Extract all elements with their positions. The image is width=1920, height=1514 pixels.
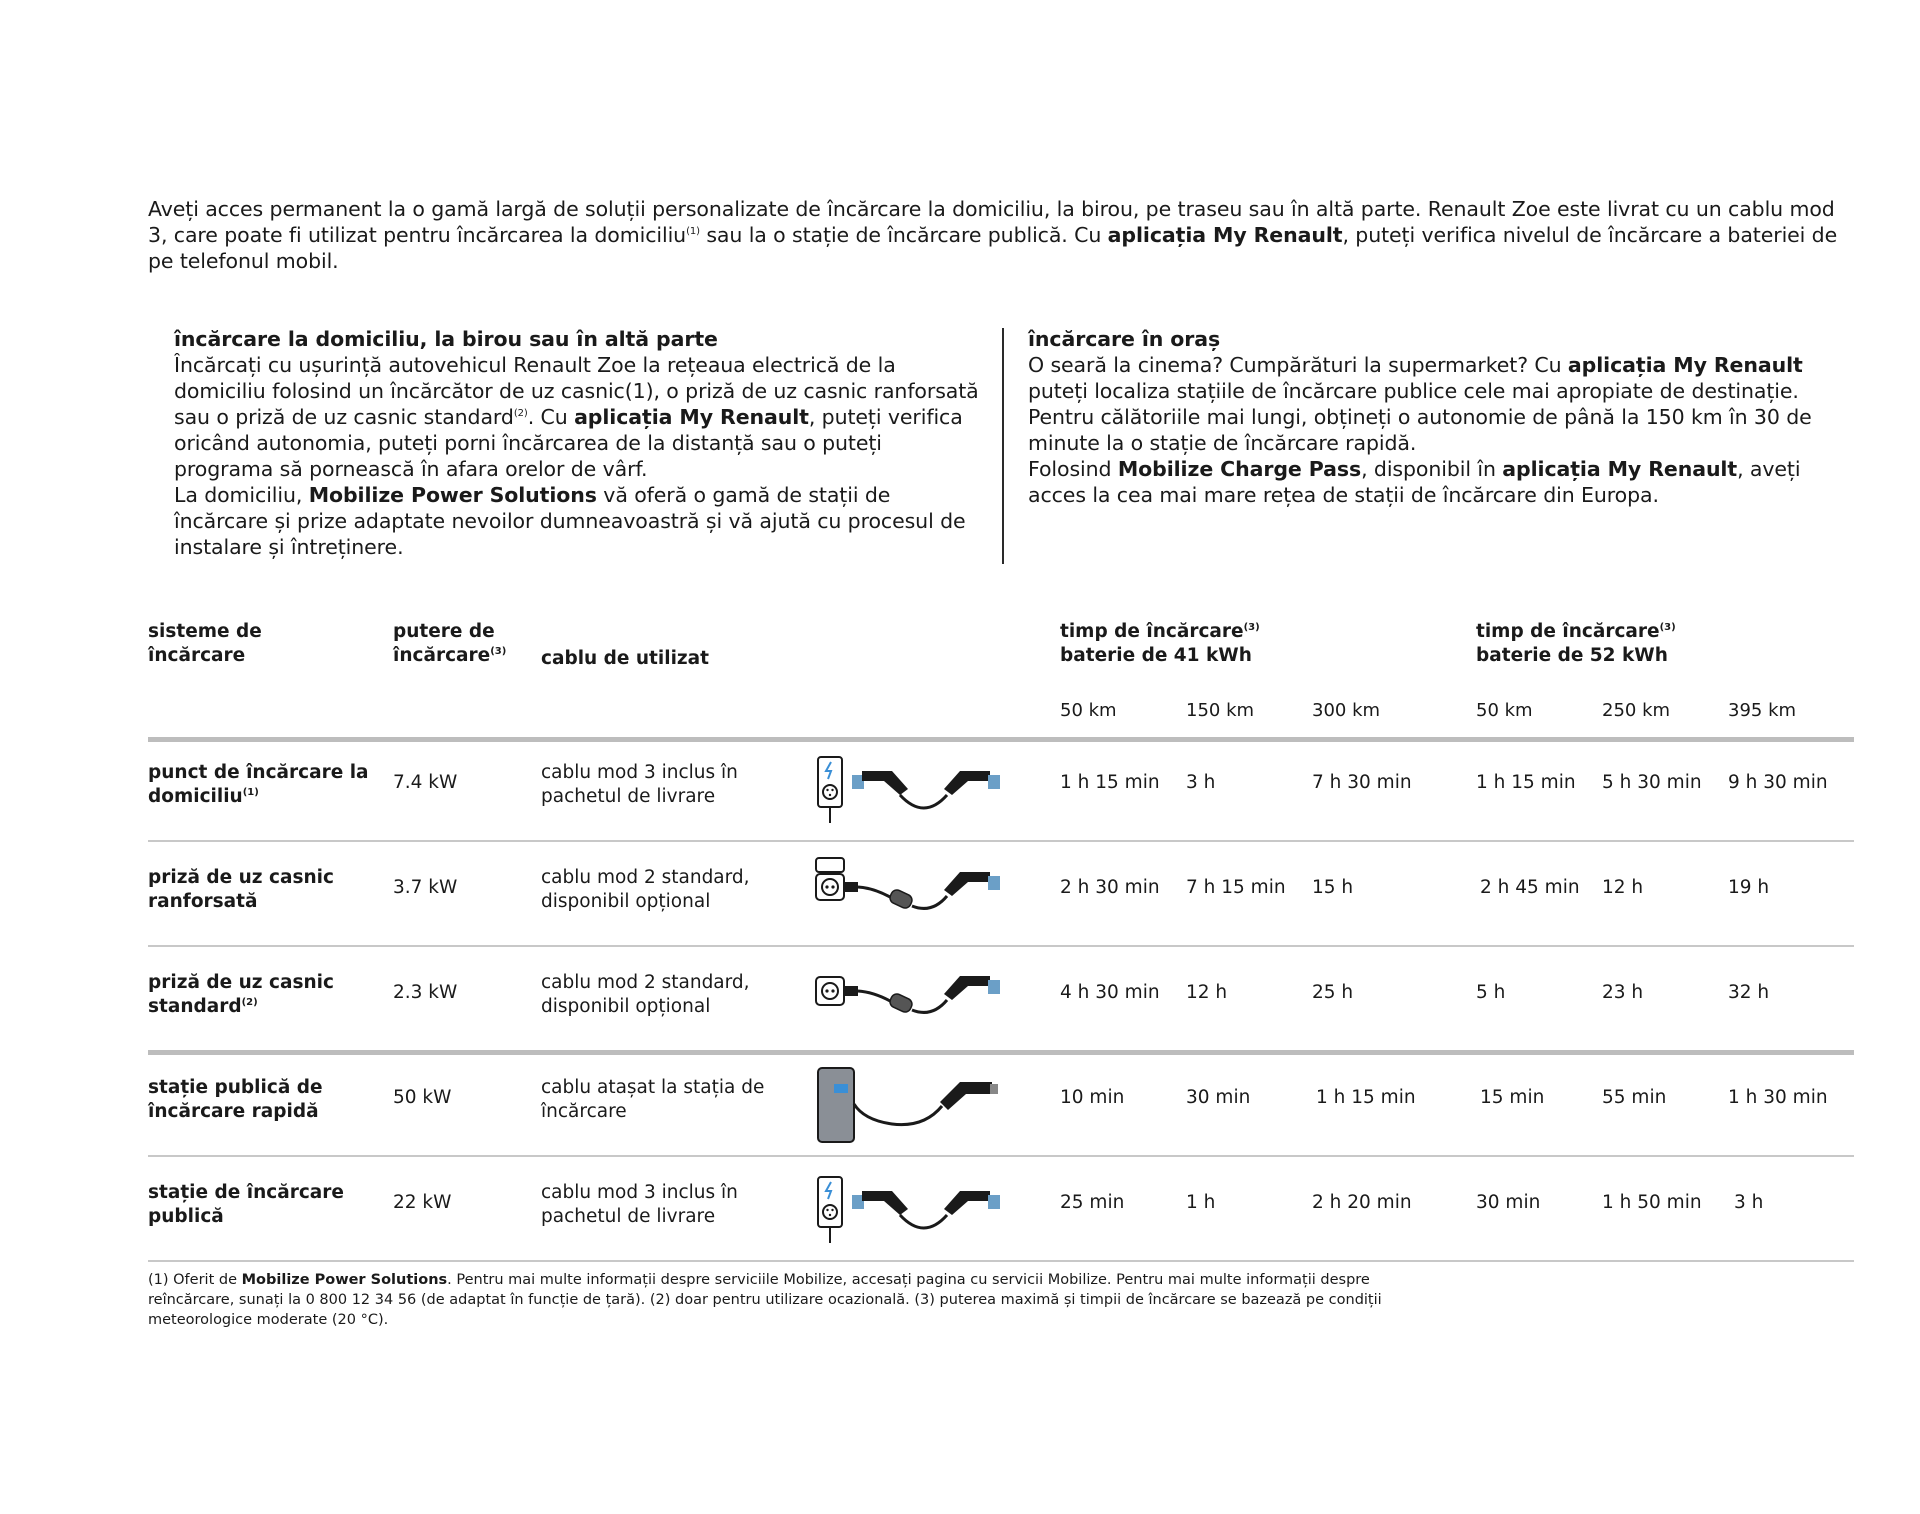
city-charging-text-1: O seară la cinema? Cumpărături la supermarket? Cu aplicația My Renault puteți localiza stațiile de încărcare publice cele mai apropiate de destinație. [1028,353,1803,403]
row-power: 3.7 kW [393,877,458,898]
row-power: 50 kW [393,1087,452,1108]
home-charging-text-1: Încărcați cu ușurință autovehicul Renault Zoe la rețeaua electrică de la domiciliu folosind un încărcător de uz casnic(1), o priză de uz casnic ranforsată sau o priză de uz casnic standard$^{(2)}$. Cu aplicația My Renault, puteți verifica oricând autonomia, puteți porni încărcarea de la distanță sau o puteți programa să pornească în afara orelor de vârf. [174,353,979,481]
km-41-2: 300 km [1312,700,1381,721]
table-row [0,959,1920,1039]
table-row [0,1169,1920,1249]
table-header-rule [148,737,1854,742]
time-41-0: 1 h 15 min [1060,772,1160,793]
time-52-0: 2 h 45 min [1480,877,1580,898]
table-row [0,1064,1920,1144]
section-rule [148,1050,1854,1055]
row-rule [148,840,1854,842]
header-charging-power: putere de încărcare$^{(3)}$ [393,621,507,666]
km-52-1: 250 km [1602,700,1671,721]
time-52-0: 15 min [1480,1087,1545,1108]
home-charging-text-2: La domiciliu, Mobilize Power Solutions vă oferă o gamă de stații de încărcare și prize adaptate nevoilor dumneavoastră și vă ajută cu procesul de instalare și întreținere. [174,483,966,559]
time-41-2: 25 h [1312,982,1354,1003]
km-52-0: 50 km [1476,700,1533,721]
row-system: priză de uz casnic ranforsată [148,867,334,912]
time-41-0: 2 h 30 min [1060,877,1160,898]
row-cable: cablu mod 3 inclus în pachetul de livrare [541,1182,738,1227]
time-41-2: 2 h 20 min [1312,1192,1412,1213]
row-rule [148,1155,1854,1157]
row-system: punct de încărcare la domiciliu$^{(1)}$ [148,762,369,807]
column-divider [1002,328,1004,564]
time-41-0: 10 min [1060,1087,1125,1108]
time-41-0: 4 h 30 min [1060,982,1160,1003]
km-52-2: 395 km [1728,700,1797,721]
time-41-2: 15 h [1312,877,1354,898]
header-charging-systems: sisteme de încărcare [148,621,262,666]
time-41-1: 7 h 15 min [1186,877,1286,898]
intro-paragraph: Aveți acces permanent la o gamă largă de soluții personalizate de încărcare la domiciliu, la birou, pe traseu sau în altă parte. Renault Zoe este livrat cu un cablu mod 3, care poate fi utilizat pentru încărcarea la domiciliu$^{(1)}$ sau la o stație de încărcare publică. Cu aplicația My Renault, puteți verifica nivelul de încărcare a bateriei de pe telefonul mobil. [148,197,1838,273]
table-row [0,749,1920,829]
standard-socket-icon [812,959,1022,1039]
time-41-2: 1 h 15 min [1316,1087,1416,1108]
table-bottom-rule [148,1260,1854,1262]
home-charging-heading: încărcare la domiciliu, la birou sau în altă parte [174,327,718,351]
city-charging-text-3: Folosind Mobilize Charge Pass, disponibil în aplicația My Renault, aveți acces la cea mai mare rețea de stații de încărcare din Europa. [1028,457,1801,507]
time-52-0: 1 h 15 min [1476,772,1576,793]
row-rule [148,945,1854,947]
time-52-1: 23 h [1602,982,1644,1003]
time-52-1: 5 h 30 min [1602,772,1702,793]
row-system: stație publică de încărcare rapidă [148,1077,323,1122]
header-cable: cablu de utilizat [541,648,710,669]
km-41-1: 150 km [1186,700,1255,721]
wallbox-icon [812,749,1022,829]
row-cable: cablu mod 2 standard, disponibil opțional [541,972,750,1017]
time-41-1: 3 h [1186,772,1216,793]
time-52-2: 3 h [1734,1192,1764,1213]
time-52-2: 1 h 30 min [1728,1087,1828,1108]
footnote: (1) Oferit de Mobilize Power Solutions. Pentru mai multe informații despre serviciile Mobilize, accesați pagina cu servicii Mobilize. Pentru mai multe informații despre reîncărcare, sunați la 0 800 12 34 56 (de adaptat în funcție de țară). (2) doar pentru utilizare ocazională. (3) puterea maximă și timpii de încărcare se bazează pe condiții meteorologice moderate (20 °C). [148,1272,1382,1328]
time-52-1: 12 h [1602,877,1644,898]
row-cable: cablu mod 2 standard, disponibil opțional [541,867,750,912]
time-52-1: 1 h 50 min [1602,1192,1702,1213]
fast-charger-icon [812,1064,1022,1144]
time-52-0: 5 h [1476,982,1506,1003]
time-52-0: 30 min [1476,1192,1541,1213]
table-row [0,854,1920,934]
home-charging-column [174,326,984,560]
time-52-2: 19 h [1728,877,1770,898]
time-41-1: 30 min [1186,1087,1251,1108]
city-charging-column [1028,326,1858,508]
time-41-0: 25 min [1060,1192,1125,1213]
public-station-icon [812,1169,1022,1249]
km-41-0: 50 km [1060,700,1117,721]
reinforced-socket-icon [812,854,1022,934]
row-cable: cablu mod 3 inclus în pachetul de livrare [541,762,738,807]
row-system: priză de uz casnic standard$^{(2)}$ [148,972,334,1017]
row-power: 22 kW [393,1192,452,1213]
row-power: 7.4 kW [393,772,458,793]
time-52-1: 55 min [1602,1087,1667,1108]
city-charging-text-2: Pentru călătoriile mai lungi, obțineți o autonomie de până la 150 km în 30 de minute la o stație de încărcare rapidă. [1028,405,1812,455]
time-41-1: 1 h [1186,1192,1216,1213]
header-time-52kwh: timp de încărcare$^{(3)}$ baterie de 52 kWh [1476,621,1676,666]
city-charging-heading: încărcare în oraș [1028,327,1221,351]
time-52-2: 32 h [1728,982,1770,1003]
time-52-2: 9 h 30 min [1728,772,1828,793]
row-system: stație de încărcare publică [148,1182,344,1227]
header-time-41kwh: timp de încărcare$^{(3)}$ baterie de 41 kWh [1060,621,1260,666]
row-power: 2.3 kW [393,982,458,1003]
row-cable: cablu atașat la stația de încărcare [541,1077,765,1122]
time-41-1: 12 h [1186,982,1228,1003]
time-41-2: 7 h 30 min [1312,772,1412,793]
